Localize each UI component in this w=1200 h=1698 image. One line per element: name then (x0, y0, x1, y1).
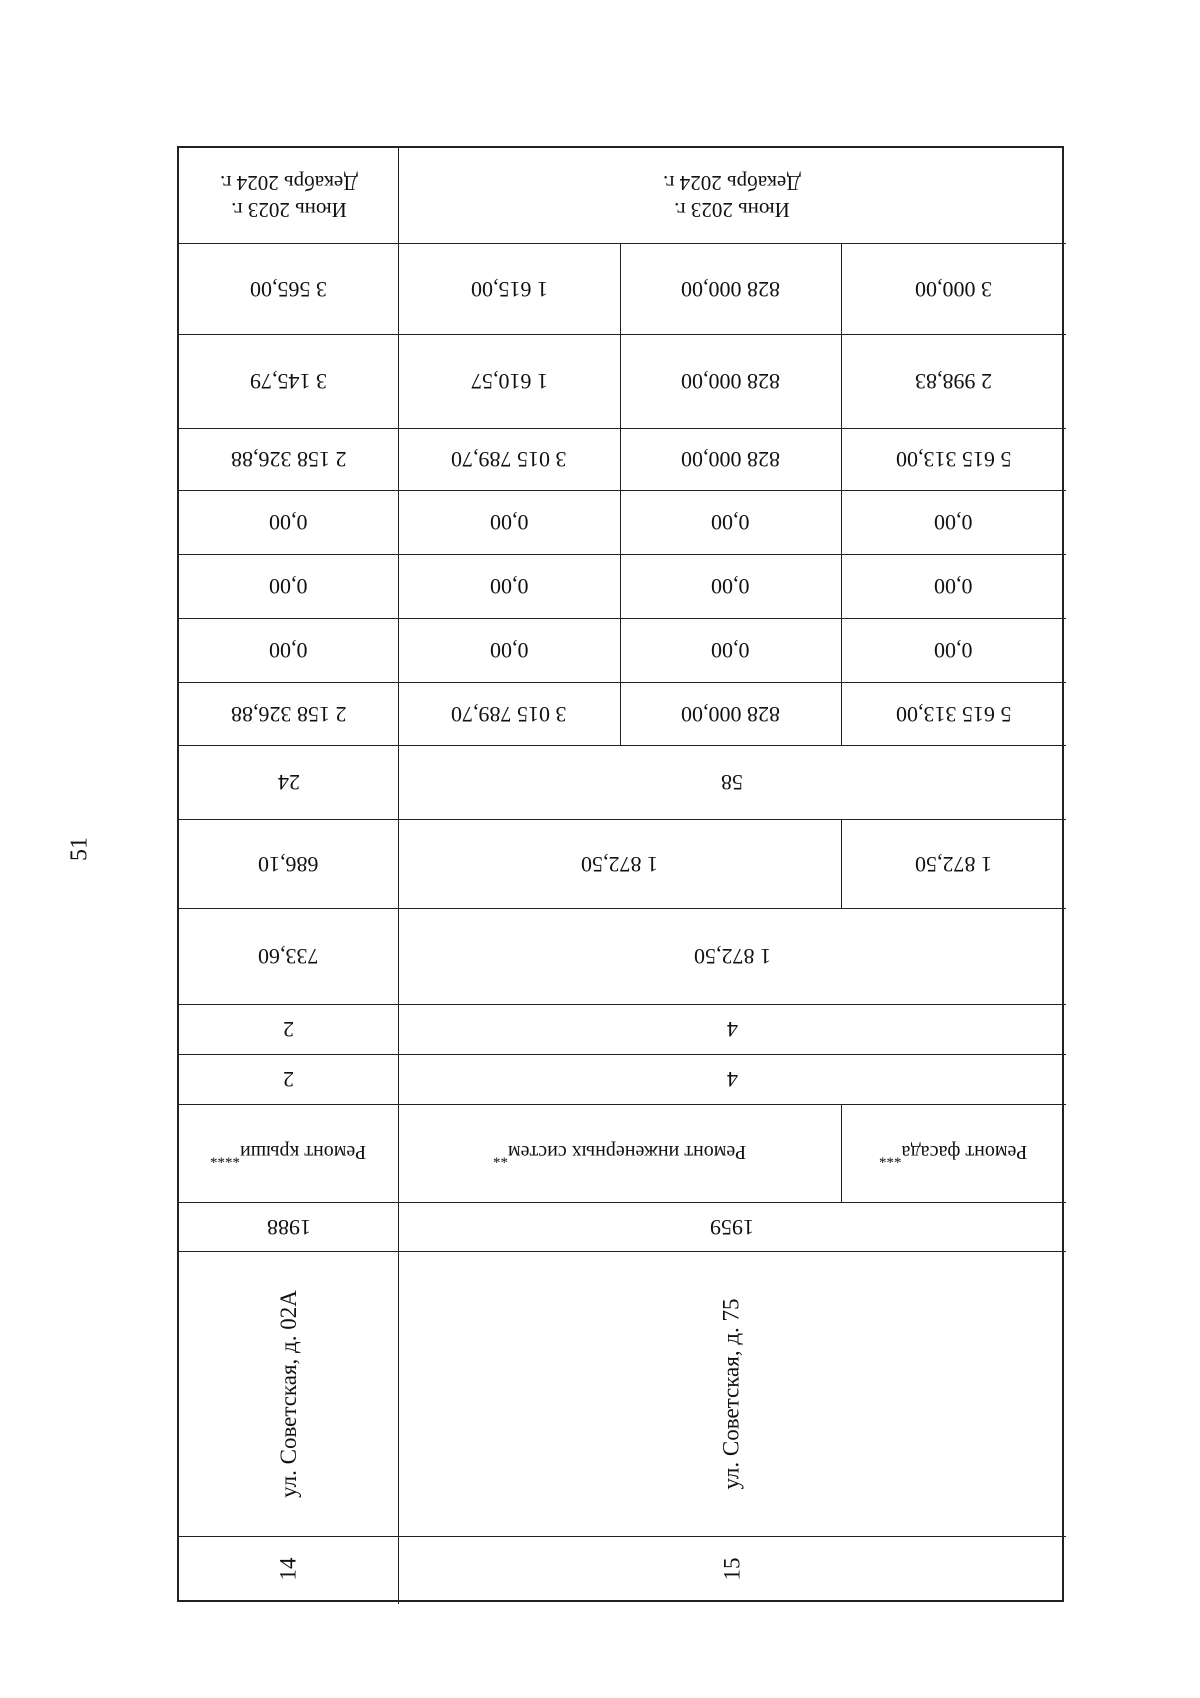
value-cell: 828 000,00 (681, 276, 780, 302)
value-cell: 686,10 (258, 851, 319, 877)
value-cell: 1 872,50 (693, 944, 771, 969)
work-type-roof-mark: **** (210, 1149, 241, 1166)
value-cell: 5 615 313,00 (895, 701, 1012, 727)
value-cell: 828 000,00 (681, 701, 780, 727)
value-cell: 2 (283, 1017, 294, 1042)
value-cell: 1 872,50 (581, 851, 658, 877)
header-period-right (398, 148, 1066, 243)
value-cell: 3 015 789,70 (451, 701, 567, 727)
value-cell: 0,00 (489, 510, 529, 535)
value-cell: 1 872,50 (915, 851, 992, 877)
value-cell: 0,00 (489, 638, 529, 663)
value-cell: 0,00 (711, 510, 750, 535)
header-period-left-line1: Июнь 2023 г. (230, 197, 347, 222)
value-cell: 1 615,00 (470, 276, 548, 302)
value-cell: 0,00 (269, 638, 308, 663)
value-cell: 4 (726, 1017, 738, 1042)
header-period-left (179, 148, 398, 243)
page-number: 51 (66, 837, 93, 861)
value-cell: 2 (283, 1067, 294, 1092)
work-type-facade-mark: *** (879, 1149, 902, 1166)
work-type-roof (179, 1104, 398, 1202)
address-cell: ул. Советская, д. 02А (275, 1289, 301, 1498)
header-period-right-line2: Декабрь 2024 г. (663, 170, 801, 195)
value-cell: 0,00 (489, 574, 529, 599)
year-built: 1959 (710, 1214, 754, 1240)
value-cell: 5 615 313,00 (895, 447, 1012, 472)
value-cell: 24 (277, 770, 300, 795)
work-type-engineering (398, 1104, 841, 1202)
year-built: 1988 (266, 1214, 311, 1240)
work-type-engineering-label: Ремонт инженерных систем (507, 1141, 747, 1164)
value-cell: 0,00 (711, 574, 750, 599)
row-number: 15 (719, 1557, 744, 1581)
value-cell: 828 000,00 (681, 369, 780, 394)
value-cell: 2 158 326,88 (230, 701, 347, 727)
value-cell: 733,60 (258, 944, 319, 969)
capital-repair-table (177, 146, 1064, 1602)
value-cell: 0,00 (269, 574, 308, 599)
value-cell: 0,00 (269, 510, 308, 535)
value-cell: 4 (726, 1067, 738, 1092)
value-cell: 3 565,00 (250, 276, 327, 302)
header-period-left-line2: Декабрь 2024 г. (219, 170, 358, 195)
value-cell: 3 000,00 (915, 276, 992, 302)
value-cell: 0,00 (934, 574, 973, 599)
work-type-roof-label: Ремонт крыши (240, 1141, 367, 1164)
header-period-right-line1: Июнь 2023 г. (674, 197, 790, 222)
work-type-engineering-mark: ** (492, 1149, 508, 1166)
value-cell: 828 000,00 (681, 447, 780, 472)
value-cell: 2 158 326,88 (230, 447, 347, 472)
value-cell: 3 145,79 (250, 369, 327, 394)
work-type-facade (841, 1104, 1066, 1202)
value-cell: 0,00 (934, 638, 973, 663)
address-cell: ул. Советская, д. 75 (718, 1297, 744, 1490)
row-number: 14 (275, 1557, 301, 1581)
value-cell: 3 015 789,70 (451, 447, 567, 472)
work-type-facade-label: Ремонт фасада (901, 1141, 1028, 1164)
value-cell: 1 610,57 (470, 369, 548, 394)
value-cell: 0,00 (934, 510, 973, 535)
value-cell: 2 998,83 (915, 369, 992, 394)
value-cell: 58 (721, 770, 743, 795)
value-cell: 0,00 (711, 638, 750, 663)
